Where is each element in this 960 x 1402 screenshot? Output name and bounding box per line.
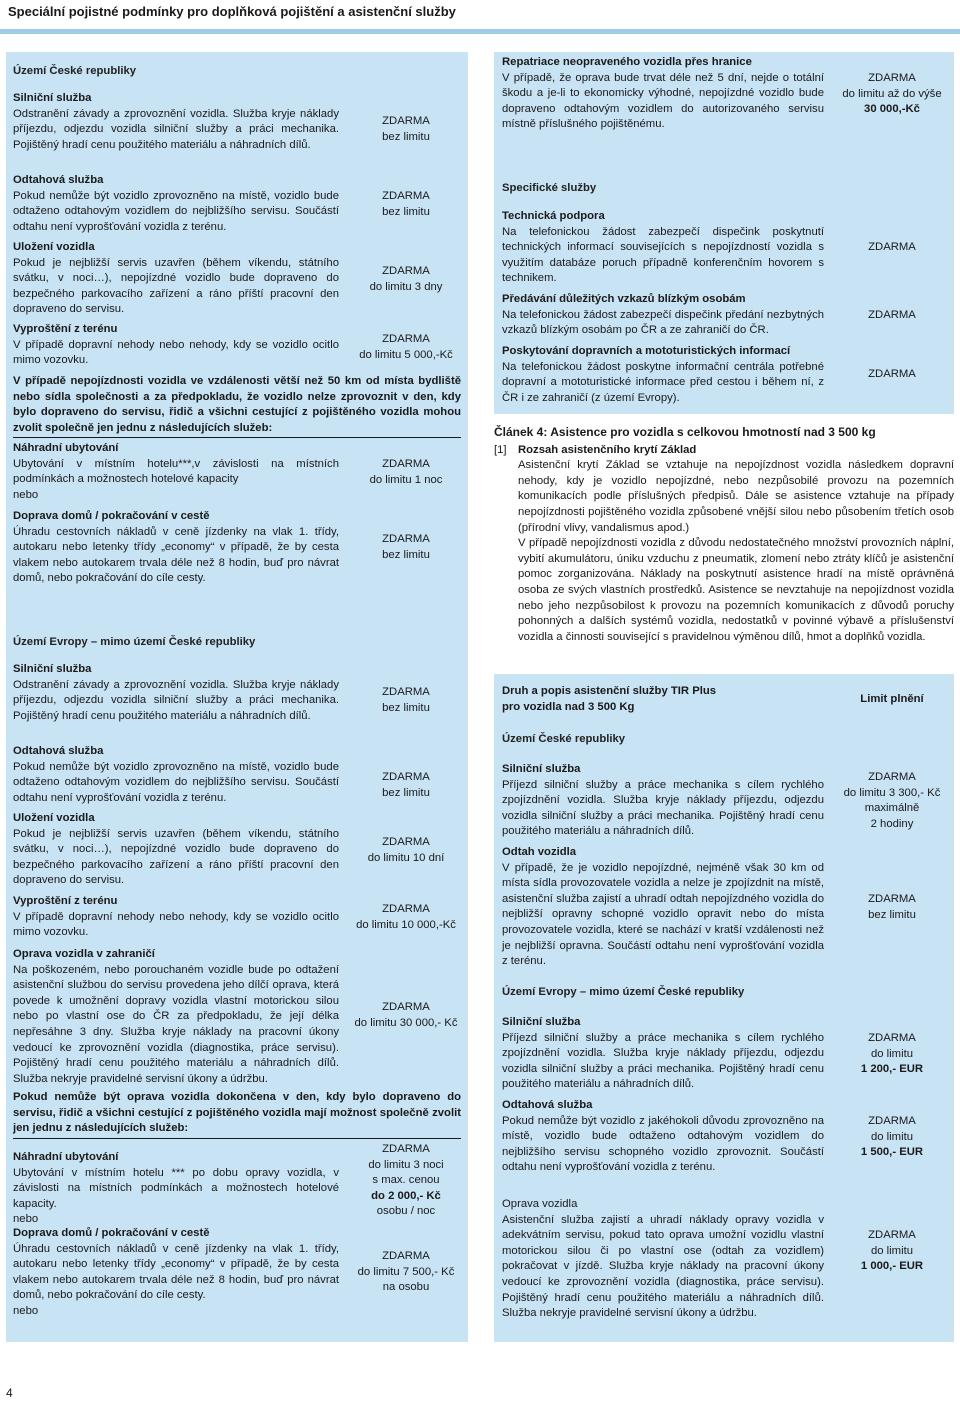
limit-label: ZDARMA — [868, 368, 916, 380]
limit-value: osobu / noc — [376, 1205, 436, 1218]
cz-section-title: Území České republiky — [13, 65, 137, 77]
clause-subtitle: Rozsah asistenčního krytí Základ — [518, 443, 697, 456]
limit-label: ZDARMA — [382, 1001, 430, 1013]
limit-value: bez limitu — [868, 908, 916, 921]
service-desc: Úhradu cestovních nákladů v ceně jízdenky na vlak 1. třídy, autokaru nebo letenky třídy „economy“ v případě, že by cesta vlakem nebo autokarem trvala déle než 8 hodin, buď pro návrat domů, nebo pokračování do cíle cesty. — [13, 525, 339, 585]
service-name: Odtah vozidla — [502, 846, 577, 858]
limit-value: 2 hodiny — [870, 817, 914, 830]
limit-value: 1 200,- EUR — [860, 1063, 924, 1076]
eu-section-title: Území Evropy – mimo území České republiky — [13, 636, 256, 648]
limit-value: do limitu — [870, 1047, 914, 1060]
limit-label: ZDARMA — [868, 893, 916, 905]
limit-value: do limitu až do výše — [842, 87, 942, 100]
service-name: Silniční služba — [502, 763, 581, 775]
eu-row-accommodation-limit — [346, 1142, 466, 1220]
service-name: Uložení vozidla — [13, 812, 95, 824]
service-name: Vyproštění z terénu — [13, 895, 118, 907]
tir-cz-title: Území České republiky — [502, 733, 626, 745]
specific-section-title: Specifické služby — [502, 182, 597, 194]
service-desc: Pokud nemůže být vozidlo zprovozněno na místě, vozidlo bude odtaženo odtahovým vozidlem do nejbližšího servisu. Součástí odtahu není vyprošťování vozidla z terénu. — [13, 760, 339, 804]
limit-value: 30 000,-Kč — [864, 103, 920, 116]
limit-label: ZDARMA — [868, 1032, 916, 1044]
article-title: Článek 4: Asistence pro vozidla s celkovou hmotností nad 3 500 kg — [494, 425, 876, 439]
service-name: Odtahová služba — [502, 1099, 593, 1111]
service-desc: Na telefonickou žádost zabezpečí dispečink poskytnutí technických informací souvisejících s nepojízdností vozidla s využitím databáze poruch případně konferenčním hovorem s technikem. — [502, 225, 824, 285]
service-desc: Odstranění závady a zprovoznění vozidla. Služba kryje náklady příjezdu, odjezdu vozidla silniční služby a práci mechanika. Pojištěný hradí cenu použitého materiálu a náhradních dílů. — [13, 107, 339, 151]
service-desc: Ubytování v místním hotelu***,v závislosti na místních podmínkách a možnostech hotelové kapacity — [13, 457, 339, 486]
eu-note: Pokud nemůže být oprava vozidla dokončena v den, kdy bylo dopraveno do servisu, řidič a všichni cestující z pojištěného vozidla mají možnost společně zvolit jen jednu z následujících služeb: — [13, 1091, 461, 1135]
limit-value: do limitu 3 noci — [368, 1158, 444, 1171]
service-name: Poskytování dopravních a mototuristických informací — [502, 345, 791, 357]
limit-value: bez limitu — [382, 205, 430, 218]
page-header-title: Speciální pojistné podmínky pro doplňková pojištění a asistenční služby — [8, 4, 456, 19]
limit-value: bez limitu — [382, 786, 430, 799]
limit-value: do limitu 3 300,- Kč — [843, 786, 941, 799]
limit-value: maximálně — [864, 802, 920, 815]
tir-cz-road — [502, 762, 824, 840]
service-name: Uložení vozidla — [13, 241, 95, 253]
limit-value: 1 500,- EUR — [860, 1146, 924, 1159]
limit-label: ZDARMA — [382, 903, 430, 915]
service-name: Náhradní ubytování — [13, 442, 119, 454]
cz-note: V případě nepojízdnosti vozidla ve vzdálenosti větší než 50 km od místa bydliště nebo sídla společnosti a za předpokladu, že vozidlo nelze zprovoznit v den, kdy bylo dopraveno do servisu, řidič a všichni cestující z pojištěného vozidla mohou zvolit společně jen jednu z následujících služeb: — [13, 375, 461, 434]
limit-value: do limitu 1 noc — [369, 473, 443, 486]
eu-note-rule — [13, 1138, 461, 1139]
limit-label: ZDARMA — [382, 1143, 430, 1155]
tir-limit-heading: Limit plnění — [860, 693, 924, 705]
spec-row-messages — [502, 292, 824, 339]
limit-value: do limitu 10 000,-Kč — [356, 918, 456, 931]
cz-row-recovery — [13, 322, 339, 369]
service-name: Náhradní ubytování — [13, 1151, 119, 1163]
tir-eu-title: Území Evropy – mimo území České republiky — [502, 986, 745, 998]
tir-eu-tow-limit — [830, 1114, 954, 1161]
limit-value: do limitu 3 dny — [369, 280, 443, 293]
tir-panel — [494, 674, 954, 1342]
limit-value: do limitu 10 dní — [367, 851, 445, 864]
eu-row-accommodation — [13, 1150, 339, 1228]
tir-heading — [502, 684, 802, 715]
tir-heading-line: pro vozidla nad 3 500 Kg — [502, 700, 635, 713]
service-name: Silniční služba — [13, 92, 92, 104]
service-name: Vyproštění z terénu — [13, 323, 118, 335]
limit-value: do limitu — [870, 1130, 914, 1143]
service-or: nebo — [13, 1304, 39, 1317]
tir-eu-road — [502, 1015, 824, 1093]
limit-label: ZDARMA — [382, 265, 430, 277]
cz-row-transport-limit — [346, 532, 466, 563]
eu-row-road — [13, 662, 339, 724]
cz-row-recovery-limit — [346, 332, 466, 363]
service-desc: Na telefonickou žádost zabezpečí dispečink předání nezbytných vzkazů blízkým osobám po ČR a ze zahraničí do ČR. — [502, 308, 824, 337]
service-desc: Pokud je nejbližší servis uzavřen (během víkendu, státního svátku, v noci…), nepojízdné vozidlo bude dopraveno do bezpečného parkovacího zařízení a ráno příští pracovní den dopraveno do servisu. — [13, 256, 339, 316]
service-desc: Příjezd silniční služby a práce mechanika s cílem rychlého zpojízdnění vozidla. Služba kryje náklady příjezdu, odjezdu vozidla silniční služby a práci mechanika. Pojištěný hradí cenu použitého materiálu a náhradních dílů. — [502, 1031, 824, 1091]
spec-row-tech-limit — [830, 240, 954, 256]
limit-label: ZDARMA — [868, 72, 916, 84]
limit-label: ZDARMA — [382, 458, 430, 470]
cz-row-storage-limit — [346, 264, 466, 295]
service-desc: Odstranění závady a zprovoznění vozidla. Služba kryje náklady příjezdu, odjezdu vozidla silniční služby a práci mechanika. Pojištěný hradí cenu použitého materiálu a náhradních dílů. — [13, 678, 339, 722]
eu-row-repair — [13, 947, 339, 1087]
service-or: nebo — [13, 488, 39, 501]
eu-row-storage-limit — [346, 835, 466, 866]
limit-label: ZDARMA — [382, 115, 430, 127]
limit-label: ZDARMA — [382, 686, 430, 698]
limit-label: ZDARMA — [382, 190, 430, 202]
tir-cz-tow-limit — [830, 892, 954, 923]
cz-row-road-limit — [346, 114, 466, 145]
article-4 — [494, 425, 954, 663]
clause-paragraph-1: Asistenční krytí Základ se vztahuje na nepojízdnost vozidla následkem dopravní nehody, kdy je vozidlo nepojízdné, nebo nezpůsobilé provozu na pozemních komunikacích podle příslušných předpisů. Dále se asistence vztahuje na případy nepojízdnosti pojištěného vozidla způsobené vnější silou nebo působením třetích osob (přírodní vlivy, vandalismus apod.) — [518, 459, 954, 534]
service-desc: V případě, že oprava bude trvat déle než 5 dní, nejde o totální škodu a je-li to ekonomicky výhodné, nepojízdné vozidlo bude dopraveno odtahovým vozidlem do autorizovaného servisu místně příslušného pojištěnému. — [502, 71, 824, 131]
spec-row-tech — [502, 209, 824, 287]
eu-row-road-limit — [346, 685, 466, 716]
eu-row-tow — [13, 744, 339, 806]
header-rule — [0, 29, 960, 34]
cz-row-accommodation-limit — [346, 457, 466, 488]
limit-label: ZDARMA — [868, 1115, 916, 1127]
service-name: Repatriace neopraveného vozidla přes hranice — [502, 56, 752, 68]
service-name: Odtahová služba — [13, 745, 104, 757]
service-or: nebo — [13, 1213, 39, 1226]
eu-row-transport — [13, 1226, 339, 1320]
service-desc: V případě dopravní nehody nebo nehody, kdy se vozidlo ocitlo mimo vozovku. — [13, 338, 339, 367]
service-name: Silniční služba — [502, 1016, 581, 1028]
service-name: Doprava domů / pokračování v cestě — [13, 1227, 210, 1239]
service-desc: Na telefonickou žádost poskytne informační centrála potřebné dopravní a mototuristické informace před cestou i během ní, z ČR i ze zahraničí (z území Evropy). — [502, 360, 824, 404]
service-name: Doprava domů / pokračování v cestě — [13, 510, 210, 522]
limit-value: s max. cenou — [372, 1174, 440, 1187]
limit-label: ZDARMA — [868, 241, 916, 253]
limit-value: 1 000,- EUR — [860, 1260, 924, 1273]
service-desc: V případě dopravní nehody nebo nehody, kdy se vozidlo ocitlo mimo vozovku. — [13, 910, 339, 939]
cz-row-transport — [13, 509, 339, 587]
tir-eu-repair-limit — [830, 1228, 954, 1275]
limit-label: ZDARMA — [382, 836, 430, 848]
limit-label: ZDARMA — [868, 1229, 916, 1241]
limit-value: bez limitu — [382, 130, 430, 143]
service-desc: Příjezd silniční služby a práce mechanika s cílem rychlého zpojízdnění vozidla. Služba kryje náklady příjezdu, odjezdu vozidla silniční služby a práci mechanika. Pojištěný hradí cenu použitého materiálu a náhradních dílů. — [502, 778, 824, 838]
limit-label: ZDARMA — [382, 771, 430, 783]
tir-cz-tow — [502, 845, 824, 970]
left-panel — [6, 52, 468, 1342]
service-desc: Pokud nemůže být vozidlo z jakéhokoli důvodu zprovozněno na místě, vozidlo bude odtaženo odtahovým vozidlem do nejbližšího servisu schopného vozidlo zprovoznit. Součástí odtahu není vyprošťování vozidla z terénu. — [502, 1114, 824, 1174]
repatriation-row — [502, 55, 824, 133]
clause-body — [518, 443, 954, 646]
tir-eu-repair — [502, 1197, 824, 1322]
service-desc: Na poškozeném, nebo porouchaném vozidle bude po odtažení asistenční službou do servisu provedena jeho dílčí oprava, která povede k umožnění dopravy vozidla vlastní motorickou silou nebo po vlastní ose do ČR za předpokladu, že její délka nepřesáhne 3 dny. Služba kryje náklady na pracovní úkony vedoucí ke zprovoznění vozidla (diagnostika, práce servisu). Pojištěný hradí cenu použitého materiálu a náhradních dílů. Služba nekryje pravidelné servisní úkony a údržbu. — [13, 963, 339, 1085]
tir-heading-line: Druh a popis asistenční služby TIR Plus — [502, 685, 717, 697]
limit-value: do 2 000,- Kč — [371, 1189, 441, 1202]
clause-number: [1] — [494, 443, 507, 456]
service-desc: Ubytování v místním hotelu *** po dobu opravy vozidla, v závislosti na místních podmínkách a možnostech hotelové kapacity. — [13, 1166, 339, 1210]
eu-row-repair-limit — [346, 1000, 466, 1031]
limit-value: na osobu — [382, 1281, 430, 1294]
service-name: Silniční služba — [13, 663, 92, 675]
tir-eu-tow — [502, 1098, 824, 1176]
cz-row-storage — [13, 240, 339, 318]
limit-value: bez limitu — [382, 548, 430, 561]
clause-paragraph-2: V případě nepojízdnosti vozidla z důvodu nedostatečného množství provozních náplní, vybití akumulátoru, úniku vzduchu z pneumatik, zlomení nebo ztráty klíčů je asistenční pomoc zorganizována. Náklady na poskytnutí asistence hradí na místě oprávněná osoba ze svých vlastních prostředků. Asistence se nevztahuje na nepojízdnost vozidla nebo jeho nezpůsobilost k provozu na pozemních komunikacích z důvodů poruchy pohonných a dalších systémů vozidla, nedostatků v povinné výbavě a příslušenství vozidla a činnosti související s pravidelnou výměnou dílů, hmot a doplňků vozidla. — [518, 537, 954, 643]
right-top-panel — [494, 52, 954, 414]
limit-label: ZDARMA — [382, 333, 430, 345]
service-name: Předávání důležitých vzkazů blízkým osobám — [502, 293, 746, 305]
eu-row-storage — [13, 811, 339, 889]
limit-value: do limitu — [870, 1244, 914, 1257]
spec-row-info-limit — [830, 367, 954, 383]
limit-label: ZDARMA — [868, 309, 916, 321]
service-name: Oprava vozidla — [502, 1198, 578, 1210]
service-desc: Pokud je nejbližší servis uzavřen (během víkendu, státního svátku, v noci…), nepojízdné vozidlo bude dopraveno do bezpečného parkovacího zařízení a ráno příští pracovní den dopraveno do servisu. — [13, 827, 339, 887]
limit-label: ZDARMA — [382, 533, 430, 545]
limit-value: do limitu 5 000,-Kč — [359, 348, 453, 361]
spec-row-messages-limit — [830, 308, 954, 324]
cz-note-rule — [13, 437, 461, 438]
service-desc: Pokud nemůže být vozidlo zprovozněno na místě, vozidlo bude odtaženo odtahovým vozidlem do nejbližšího servisu. Součástí odtahu není vyprošťování vozidla z terénu. — [13, 189, 339, 233]
limit-label: ZDARMA — [382, 1250, 430, 1262]
spec-row-info — [502, 344, 824, 406]
service-desc: V případě, že je vozidlo nepojízdné, nejméně však 30 km od místa sídla provozovatele vozidla a nelze je zpojízdnit na místě, asistenční služba zajistí a uhradí odtah nepojízdného vozidla do nejbližší opravny schopné vozidlo opravit nebo do místa provozovatele vozidla, které se nachází v kratší vzdálenosti než je nejbližší opravna. Součástí odtahu není vyprošťování vozidla z terénu. — [502, 861, 824, 968]
tir-eu-road-limit — [830, 1031, 954, 1078]
service-desc: Úhradu cestovních nákladů v ceně jízdenky na vlak 1. třídy, autokaru nebo letenky třídy „economy“ v případě, že by cesta vlakem nebo autokarem trvala déle než 8 hodin, buď pro návrat domů, nebo pokračování do cíle cesty. — [13, 1242, 339, 1302]
limit-value: bez limitu — [382, 701, 430, 714]
eu-row-transport-limit — [346, 1249, 466, 1296]
service-name: Technická podpora — [502, 210, 605, 222]
page-number: 4 — [6, 1386, 13, 1400]
limit-value: do limitu 30 000,- Kč — [354, 1016, 458, 1029]
service-name: Odtahová služba — [13, 174, 104, 186]
cz-row-tow — [13, 173, 339, 235]
service-desc: Asistenční služba zajistí a uhradí náklady opravy vozidla v adekvátním servisu, pokud tato oprava umožní vozidlu vlastní motorickou silou či po vlastní ose (odtah za vozidlem) pokračovat v jízdě. Služba kryje náklady na pracovní úkony vedoucí ke zprovoznění vozidla (diagnostika, práce servisu). Pojištěný hradí cenu použitého materiálu a náhradních dílů. Služba nekryje pravidelné servisní úkony a údržbu. — [502, 1213, 824, 1320]
eu-row-recovery — [13, 894, 339, 941]
limit-label: ZDARMA — [868, 771, 916, 783]
page-header — [0, 0, 960, 29]
eu-row-tow-limit — [346, 770, 466, 801]
cz-row-road — [13, 91, 339, 153]
cz-row-tow-limit — [346, 189, 466, 220]
tir-cz-road-limit — [830, 770, 954, 832]
cz-row-accommodation — [13, 441, 339, 503]
repatriation-limit — [830, 71, 954, 118]
limit-value: do limitu 7 500,- Kč — [357, 1265, 455, 1278]
service-name: Oprava vozidla v zahraničí — [13, 948, 155, 960]
eu-row-recovery-limit — [346, 902, 466, 933]
